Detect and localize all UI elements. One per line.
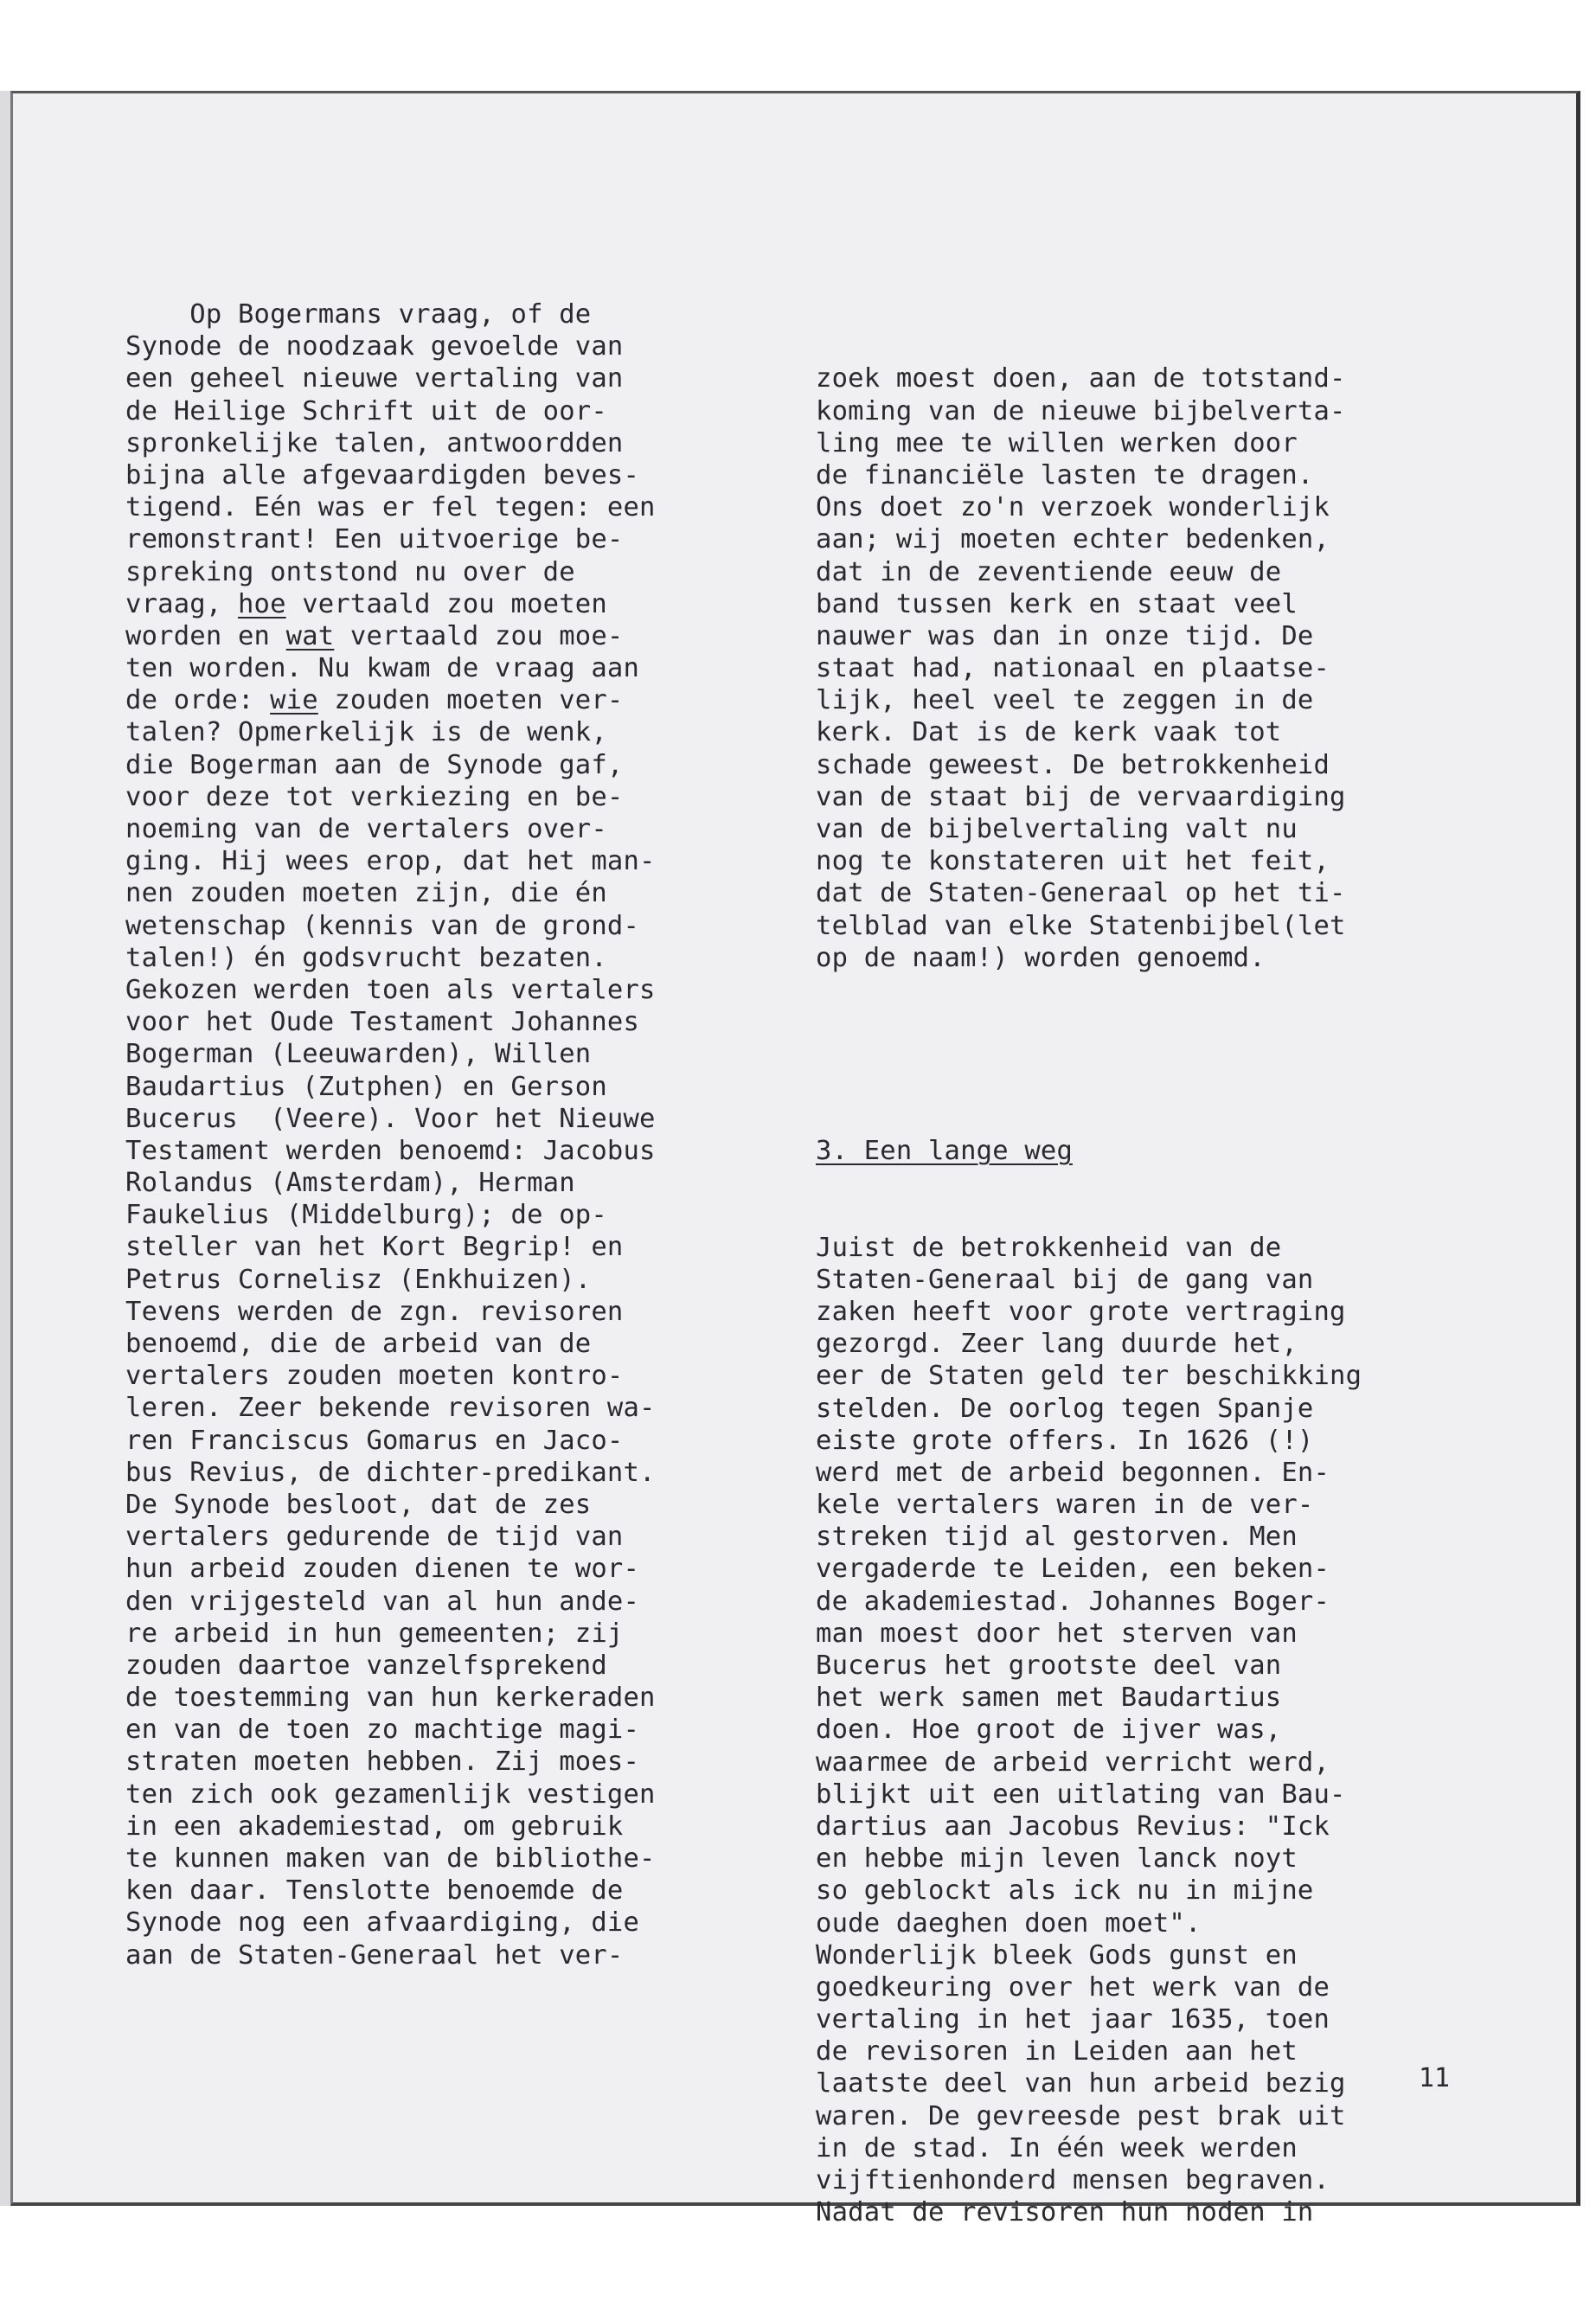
right-column-line: Bucerus het grootste deel van bbox=[816, 1650, 1282, 1681]
left-column-line: voor deze tot verkiezing en be- bbox=[125, 781, 624, 812]
right-column-line: Nadat de revisoren hun noden in bbox=[816, 2197, 1314, 2228]
section-heading: 3. Een lange weg bbox=[816, 1135, 1074, 1166]
left-column-line: zouden daartoe vanzelfsprekend bbox=[125, 1650, 607, 1681]
right-column-line: waarmee de arbeid verricht werd, bbox=[816, 1747, 1330, 1778]
right-column-line: goedkeuring over het werk van de bbox=[816, 1971, 1330, 2003]
right-column-line: ling mee te willen werken door bbox=[816, 427, 1298, 458]
right-column-line: Wonderlijk bleek Gods gunst en bbox=[816, 1939, 1298, 1971]
right-column-line: dartius aan Jacobus Revius: "Ick bbox=[816, 1811, 1330, 1842]
left-column-line: Tevens werden de zgn. revisoren bbox=[125, 1296, 624, 1327]
right-column-line: Staten-Generaal bij de gang van bbox=[816, 1264, 1314, 1295]
left-column-line: vertalers gedurende de tijd van bbox=[125, 1522, 624, 1553]
right-column-line: man moest door het sterven van bbox=[816, 1618, 1298, 1649]
right-column-line: vertaling in het jaar 1635, toen bbox=[816, 2004, 1330, 2035]
left-column-line: Baudartius (Zutphen) en Gerson bbox=[125, 1071, 607, 1102]
left-column-line: Gekozen werden toen als vertalers bbox=[125, 974, 656, 1005]
left-column-line: straten moeten hebben. Zij moes- bbox=[125, 1747, 640, 1778]
right-column-line: de akademiestad. Johannes Boger- bbox=[816, 1586, 1330, 1617]
left-column-line: nen zouden moeten zijn, die én bbox=[125, 878, 607, 909]
left-column-line: re arbeid in hun gemeenten; zij bbox=[125, 1618, 624, 1649]
underlined-word: wie bbox=[270, 685, 318, 716]
right-column-line: Ons doet zo'n verzoek wonderlijk bbox=[816, 492, 1330, 523]
left-column-line: de orde: wie zouden moeten ver- bbox=[125, 685, 624, 716]
left-column-line: ten zich ook gezamenlijk vestigen bbox=[125, 1779, 656, 1810]
left-column-line: vraag, hoe vertaald zou moeten bbox=[125, 588, 607, 619]
left-column-line: spronkelijke talen, antwoordden bbox=[125, 427, 624, 458]
left-column-line: bijna alle afgevaardigden beves- bbox=[125, 459, 640, 490]
left-column-line: steller van het Kort Begrip! en bbox=[125, 1232, 624, 1263]
right-column-line: gezorgd. Zeer lang duurde het, bbox=[816, 1329, 1298, 1360]
right-column-line: Juist de betrokkenheid van de bbox=[816, 1232, 1282, 1263]
left-column-line: ten worden. Nu kwam de vraag aan bbox=[125, 653, 640, 684]
right-column-line: van de bijbelvertaling valt nu bbox=[816, 814, 1298, 845]
right-column-line: so geblockt als ick nu in mijne bbox=[816, 1875, 1314, 1907]
left-text-column bbox=[125, 298, 783, 1971]
right-column-section-body bbox=[816, 1232, 1473, 2229]
left-column-line: remonstrant! Een uitvoerige be- bbox=[125, 524, 624, 555]
left-column-line: hun arbeid zouden dienen te wor- bbox=[125, 1554, 640, 1585]
right-column-line: dat de Staten-Generaal op het ti- bbox=[816, 878, 1346, 909]
right-column-line: zaken heeft voor grote vertraging bbox=[816, 1296, 1346, 1327]
right-column-line: band tussen kerk en staat veel bbox=[816, 588, 1298, 619]
right-column-line: in de stad. In één week werden bbox=[816, 2132, 1298, 2163]
left-column-line: Rolandus (Amsterdam), Herman bbox=[125, 1168, 575, 1199]
right-column-line: schade geweest. De betrokkenheid bbox=[816, 749, 1330, 780]
left-column-line: een geheel nieuwe vertaling van bbox=[125, 363, 624, 394]
page-edge-shadow bbox=[0, 91, 10, 2206]
left-column-line: Faukelius (Middelburg); de op- bbox=[125, 1200, 607, 1231]
right-text-column bbox=[816, 298, 1473, 2261]
left-column-line: leren. Zeer bekende revisoren wa- bbox=[125, 1393, 656, 1424]
right-column-line: kerk. Dat is de kerk vaak tot bbox=[816, 717, 1282, 748]
right-column-line: staat had, nationaal en plaatse- bbox=[816, 653, 1330, 684]
right-column-line: nog te konstateren uit het feit, bbox=[816, 846, 1330, 877]
right-column-line: de revisoren in Leiden aan het bbox=[816, 2036, 1298, 2067]
page-number: 11 bbox=[1419, 2063, 1451, 2093]
left-column-line: te kunnen maken van de bibliothe- bbox=[125, 1843, 656, 1874]
left-column-line: worden en wat vertaald zou moe- bbox=[125, 620, 624, 651]
left-column-line: de Heilige Schrift uit de oor- bbox=[125, 395, 607, 426]
right-column-line: oude daeghen doen moet". bbox=[816, 1907, 1202, 1939]
left-column-line: talen? Opmerkelijk is de wenk, bbox=[125, 717, 607, 748]
right-column-line: eiste grote offers. In 1626 (!) bbox=[816, 1425, 1314, 1456]
left-column-line: Testament werden benoemd: Jacobus bbox=[125, 1135, 656, 1166]
left-column-line: ken daar. Tenslotte benoemde de bbox=[125, 1875, 624, 1907]
right-column-line: stelden. De oorlog tegen Spanje bbox=[816, 1393, 1314, 1424]
left-column-line: Bucerus (Veere). Voor het Nieuwe bbox=[125, 1103, 656, 1134]
right-column-line: waren. De gevreesde pest brak uit bbox=[816, 2100, 1346, 2131]
right-column-line: streken tijd al gestorven. Men bbox=[816, 1522, 1298, 1553]
right-column-line: laatste deel van hun arbeid bezig bbox=[816, 2068, 1346, 2099]
left-column-line: bus Revius, de dichter-predikant. bbox=[125, 1457, 656, 1488]
right-column-line: zoek moest doen, aan de totstand- bbox=[816, 363, 1346, 394]
left-column-line: in een akademiestad, om gebruik bbox=[125, 1811, 624, 1842]
left-column-line: ging. Hij wees erop, dat het man- bbox=[125, 846, 656, 877]
left-column-line: wetenschap (kennis van de grond- bbox=[125, 910, 640, 941]
left-column-line: Bogerman (Leeuwarden), Willen bbox=[125, 1039, 592, 1070]
left-column-line: ren Franciscus Gomarus en Jaco- bbox=[125, 1425, 624, 1456]
right-column-line: dat in de zeventiende eeuw de bbox=[816, 556, 1282, 587]
right-column-line: lijk, heel veel te zeggen in de bbox=[816, 685, 1314, 716]
left-column-line: Synode nog een afvaardiging, die bbox=[125, 1907, 640, 1939]
right-column-line: op de naam!) worden genoemd. bbox=[816, 942, 1266, 973]
right-column-line: blijkt uit een uitlating van Bau- bbox=[816, 1779, 1346, 1810]
left-column-line: benoemd, die de arbeid van de bbox=[125, 1329, 592, 1359]
right-column-intro bbox=[816, 362, 1473, 974]
left-column-line: de toestemming van hun kerkeraden bbox=[125, 1682, 656, 1714]
left-column-line: Synode de noodzaak gevoelde van bbox=[125, 331, 624, 362]
right-column-line: van de staat bij de vervaardiging bbox=[816, 781, 1346, 812]
right-column-line: de financiële lasten te dragen. bbox=[816, 459, 1314, 490]
left-column-line: De Synode besloot, dat de zes bbox=[125, 1489, 592, 1520]
left-column-line: vertalers zouden moeten kontro- bbox=[125, 1361, 624, 1392]
underlined-word: hoe bbox=[237, 588, 286, 619]
right-column-line: vergaderde te Leiden, een beken- bbox=[816, 1554, 1330, 1585]
left-column-line: talen!) én godsvrucht bezaten. bbox=[125, 942, 607, 973]
underlined-word: wat bbox=[285, 620, 335, 651]
left-column-line: en van de toen zo machtige magi- bbox=[125, 1715, 640, 1746]
left-column-line: aan de Staten-Generaal het ver- bbox=[125, 1939, 624, 1971]
left-column-line: noeming van de vertalers over- bbox=[125, 814, 607, 844]
left-column-line: die Bogerman aan de Synode gaf, bbox=[125, 749, 624, 780]
right-column-line: aan; wij moeten echter bedenken, bbox=[816, 524, 1330, 555]
right-column-line: kele vertalers waren in de ver- bbox=[816, 1490, 1314, 1521]
left-column-line: Op Bogermans vraag, of de bbox=[125, 299, 592, 330]
right-column-line: werd met de arbeid begonnen. En- bbox=[816, 1457, 1330, 1488]
right-column-line: doen. Hoe groot de ijver was, bbox=[816, 1715, 1282, 1746]
left-column-line: tigend. Eén was er fel tegen: een bbox=[125, 492, 656, 523]
left-column-line: voor het Oude Testament Johannes bbox=[125, 1007, 640, 1038]
right-column-line: het werk samen met Baudartius bbox=[816, 1682, 1282, 1714]
right-column-line: nauwer was dan in onze tijd. De bbox=[816, 620, 1314, 651]
right-column-line: vijftienhonderd mensen begraven. bbox=[816, 2165, 1330, 2195]
left-column-line: spreking ontstond nu over de bbox=[125, 556, 575, 587]
left-column-line: Petrus Cornelisz (Enkhuizen). bbox=[125, 1264, 592, 1295]
left-column-line: den vrijgesteld van al hun ande- bbox=[125, 1586, 640, 1617]
right-column-line: eer de Staten geld ter beschikking bbox=[816, 1361, 1362, 1392]
right-column-line: koming van de nieuwe bijbelverta- bbox=[816, 395, 1346, 426]
paragraph-gap bbox=[816, 1038, 1473, 1070]
right-column-line: en hebbe mijn leven lanck noyt bbox=[816, 1843, 1298, 1875]
right-column-line: telblad van elke Statenbijbel(let bbox=[816, 910, 1346, 941]
